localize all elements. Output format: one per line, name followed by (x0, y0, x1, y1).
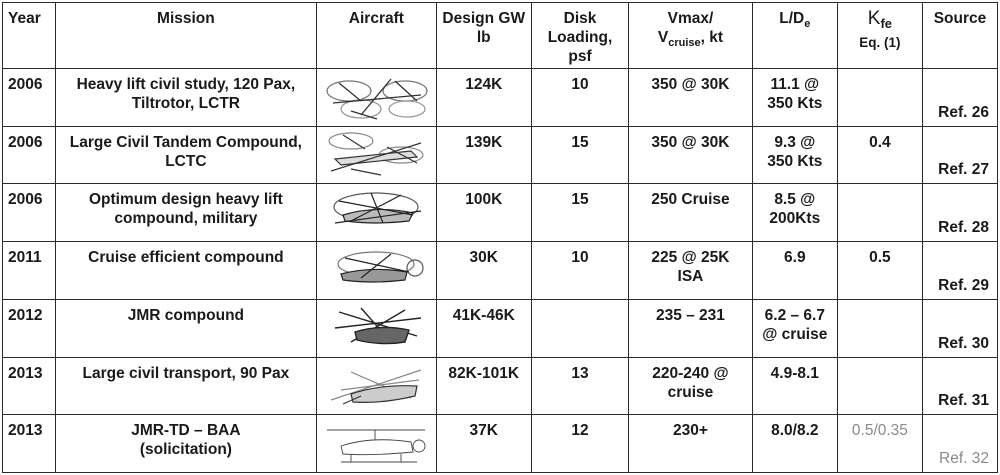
header-mission: Mission (55, 3, 316, 69)
table-row (3, 126, 998, 184)
civil-transport-icon (321, 360, 431, 412)
cell-disk-loading: 12 (531, 415, 628, 473)
header-k-main: K (867, 8, 881, 29)
cell-ld (752, 242, 837, 300)
cell-year: 2013 (3, 415, 56, 473)
header-row (3, 3, 998, 69)
header-ld-pre: L/D (779, 10, 805, 27)
header-ld (752, 3, 837, 69)
cell-ld (752, 357, 837, 415)
mission-line1: JMR compound (127, 306, 245, 324)
mission-line1: Heavy lift civil study, 120 Pax, (76, 76, 296, 93)
cell-kfe (837, 184, 922, 242)
cell-vmax (629, 357, 753, 415)
vmax-line1: 220-240 @ (652, 364, 729, 382)
cell-design-gw: 41K-46K (436, 299, 531, 357)
header-year: Year (3, 3, 56, 69)
tiltrotor-icon (321, 71, 431, 123)
mission-line2: (solicitation) (139, 441, 232, 459)
cell-source: Ref. 32 (922, 415, 997, 473)
header-disk-line2: Loading, psf (547, 29, 613, 65)
cell-year: 2012 (3, 299, 56, 357)
heavy-lift-compound-icon (321, 187, 431, 239)
header-aircraft: Aircraft (317, 3, 437, 69)
header-v-line1: Vmax/ (667, 10, 714, 27)
vmax-line2: ISA (677, 268, 704, 286)
cell-aircraft (317, 184, 437, 242)
cell-mission (55, 415, 316, 473)
cell-kfe: 0.4 (837, 126, 922, 184)
mission-line2: LCTC (165, 152, 207, 170)
vmax-line1: 230+ (672, 422, 708, 440)
ld-line2: 200Kts (769, 210, 821, 228)
vmax-line1: 225 @ 25K (651, 249, 730, 267)
header-gw-line2: lb (476, 29, 491, 46)
cell-disk-loading: 10 (531, 242, 628, 300)
cell-mission (55, 184, 316, 242)
cell-source: Ref. 29 (922, 242, 997, 300)
vmax-line1: 250 Cruise (651, 191, 730, 209)
header-vmax (629, 3, 753, 69)
cell-kfe: 0.5 (837, 242, 922, 300)
jmr-td-drawing-icon (321, 418, 431, 470)
cell-mission (55, 357, 316, 415)
cell-ld (752, 126, 837, 184)
ld-line1: 11.1 @ (770, 76, 820, 93)
mission-line1: Cruise efficient compound (88, 249, 284, 267)
header-disk-loading (531, 3, 628, 69)
cell-mission (55, 242, 316, 300)
mission-line1: JMR-TD – BAA (131, 422, 241, 440)
cell-kfe: 0.5/0.35 (837, 415, 922, 473)
cell-mission (55, 126, 316, 184)
cell-disk-loading: 15 (531, 126, 628, 184)
cell-design-gw: 82K-101K (436, 357, 531, 415)
cell-source: Ref. 28 (922, 184, 997, 242)
cell-vmax (629, 184, 753, 242)
mission-line1: Large Civil Tandem Compound, (69, 133, 302, 151)
header-k-sub: fe (880, 16, 893, 32)
mission-line1: Optimum design heavy lift (89, 191, 283, 209)
cell-disk-loading: 10 (531, 69, 628, 127)
ld-line1: 8.5 @ (774, 191, 816, 209)
cell-disk-loading: 15 (531, 184, 628, 242)
vmax-line1: 350 @ 30K (651, 76, 730, 93)
ld-line1: 8.0/8.2 (771, 422, 819, 440)
vmax-line1: 350 @ 30K (651, 133, 730, 151)
cell-aircraft (317, 415, 437, 473)
cell-design-gw: 100K (436, 184, 531, 242)
cell-disk-loading (531, 299, 628, 357)
ld-line1: 6.2 – 6.7 (764, 306, 825, 324)
table-row (3, 415, 998, 473)
cell-ld (752, 184, 837, 242)
mission-line2: Tiltrotor, LCTR (131, 95, 240, 112)
ld-line2: 350 Kts (767, 152, 823, 170)
ld-line1: 6.9 (784, 249, 806, 267)
cell-aircraft (317, 126, 437, 184)
cell-vmax (629, 415, 753, 473)
cell-design-gw: 30K (436, 242, 531, 300)
cell-source: Ref. 26 (922, 69, 997, 127)
cell-design-gw: 124K (436, 69, 531, 127)
table-row (3, 357, 998, 415)
header-disk-line1: Disk (563, 10, 597, 27)
cell-year: 2011 (3, 242, 56, 300)
cell-year: 2006 (3, 184, 56, 242)
jmr-compound-icon (321, 302, 431, 354)
cell-kfe (837, 357, 922, 415)
header-kfe (837, 3, 922, 69)
header-ld-sub: e (804, 18, 811, 31)
cell-aircraft (317, 299, 437, 357)
cell-aircraft (317, 357, 437, 415)
cell-kfe (837, 69, 922, 127)
header-v-line2-pre: V (657, 29, 669, 46)
cell-source: Ref. 27 (922, 126, 997, 184)
header-v-line2-sub: cruise (668, 37, 701, 50)
cell-vmax (629, 126, 753, 184)
cell-design-gw: 139K (436, 126, 531, 184)
cruise-compound-icon (321, 244, 431, 296)
tandem-compound-icon (321, 129, 431, 181)
header-source: Source (922, 3, 997, 69)
table-body (3, 69, 998, 473)
cell-ld (752, 69, 837, 127)
table-row (3, 69, 998, 127)
header-v-line2-post: , kt (700, 29, 724, 46)
header-gw-line1: Design GW (442, 10, 526, 27)
ld-line2: 350 Kts (767, 95, 823, 112)
mission-line2: compound, military (114, 210, 258, 228)
cell-aircraft (317, 242, 437, 300)
cell-year: 2006 (3, 69, 56, 127)
cell-ld (752, 415, 837, 473)
cell-kfe (837, 299, 922, 357)
table-row (3, 299, 998, 357)
cell-mission (55, 69, 316, 127)
cell-design-gw: 37K (436, 415, 531, 473)
cell-ld (752, 299, 837, 357)
table-row (3, 242, 998, 300)
header-design-gw (436, 3, 531, 69)
table-row (3, 184, 998, 242)
cell-source: Ref. 30 (922, 299, 997, 357)
cell-disk-loading: 13 (531, 357, 628, 415)
ld-line2: @ cruise (762, 325, 828, 343)
cell-source: Ref. 31 (922, 357, 997, 415)
cell-vmax (629, 69, 753, 127)
vmax-line2: cruise (667, 383, 714, 401)
cell-vmax (629, 242, 753, 300)
rotorcraft-comparison-table (2, 2, 998, 473)
mission-line1: Large civil transport, 90 Pax (82, 364, 290, 382)
cell-vmax (629, 299, 753, 357)
vmax-line1: 235 – 231 (655, 306, 725, 324)
cell-year: 2013 (3, 357, 56, 415)
ld-line1: 9.3 @ (774, 133, 816, 151)
cell-mission (55, 299, 316, 357)
cell-year: 2006 (3, 126, 56, 184)
header-k-eq: Eq. (1) (859, 35, 901, 51)
ld-line1: 4.9-8.1 (770, 364, 819, 382)
cell-aircraft (317, 69, 437, 127)
